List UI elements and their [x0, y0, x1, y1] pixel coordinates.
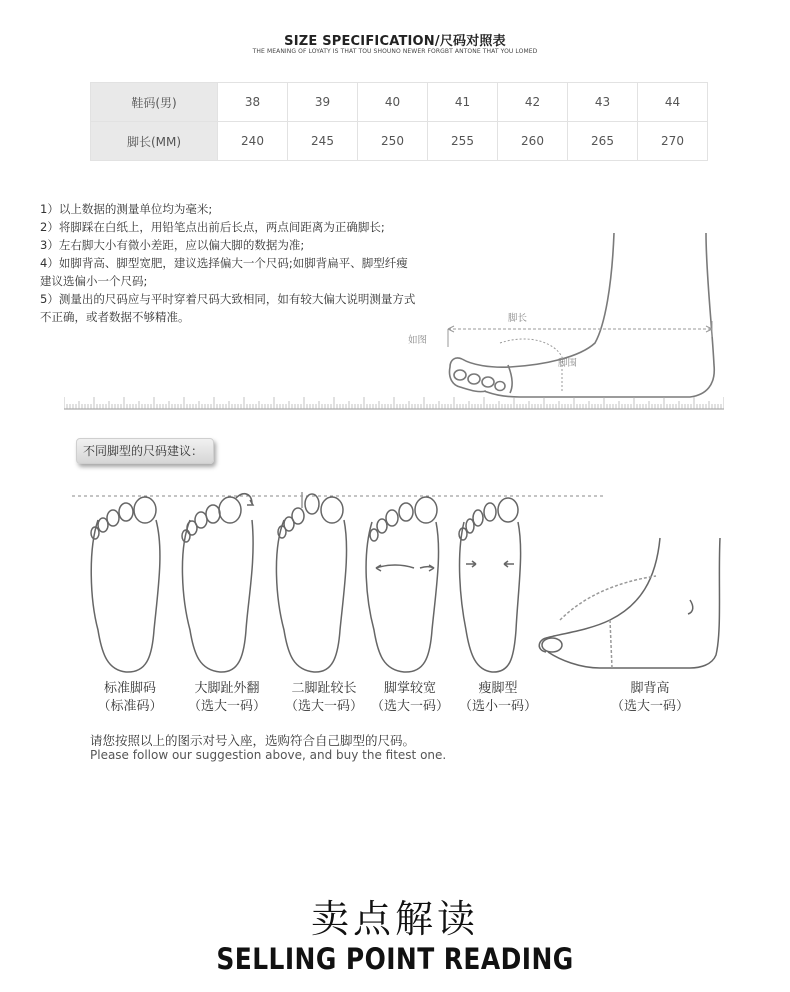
note-line: 不正确，或者数据不够精准。 [40, 310, 190, 324]
foot-type-bunion [178, 680, 276, 716]
table-cell: 41 [428, 83, 498, 122]
table-row [91, 122, 708, 161]
foot-type-advice: （选大一码） [284, 699, 363, 714]
foot-type-name: 二脚趾较长 [291, 681, 357, 696]
foot-type-advice: （选大一码） [187, 699, 266, 714]
foot-types-illustration [0, 480, 790, 680]
row-label-shoe-size: 鞋码(男) [91, 83, 218, 122]
table-cell: 39 [288, 83, 358, 122]
foot-type-advice-tag: 不同脚型的尺码建议： [76, 438, 214, 464]
foot-type-name: 大脚趾外翻 [194, 681, 260, 696]
long-second-toe-foot-icon [276, 492, 346, 672]
foot-measure-diagram [400, 225, 730, 400]
wide-foot-icon [366, 497, 438, 672]
foot-circumference-label: 脚围 [558, 358, 578, 369]
foot-type-name: 脚背高 [630, 681, 670, 696]
foot-type-standard [85, 680, 175, 716]
table-cell: 250 [358, 122, 428, 161]
note-line: 1）以上数据的测量单位均为毫米; [40, 202, 213, 216]
foot-type-advice: （选大一码） [610, 699, 689, 714]
side-foot-illustration-icon [449, 233, 714, 397]
foot-type-advice: （选小一码） [458, 699, 537, 714]
note-line: 3）左右脚大小有微小差距，应以偏大脚的数据为准; [40, 238, 305, 252]
page-title: SIZE SPECIFICATION/尺码对照表 [284, 34, 506, 49]
foot-type-name: 标准脚码 [103, 681, 156, 696]
high-instep-foot-icon [539, 538, 720, 668]
foot-type-name: 瘦脚型 [478, 681, 518, 696]
example-label: 如图 [408, 335, 428, 346]
instruction-en: Please follow our suggestion above, and buy the fitest one. [90, 748, 447, 762]
length-label: 脚长 [508, 313, 528, 324]
foot-type-long-second-toe [278, 680, 370, 716]
size-table [90, 82, 708, 161]
foot-type-name: 脚掌较宽 [383, 681, 436, 696]
table-cell: 240 [218, 122, 288, 161]
foot-type-advice: （标准码） [97, 699, 163, 714]
standard-foot-icon [91, 497, 160, 672]
foot-type-wide [364, 680, 456, 716]
note-line: 4）如脚背高、脚型宽肥，建议选择偏大一个尺码;如脚背扁平、脚型纤瘦 [40, 256, 408, 270]
measuring-ruler [64, 396, 724, 410]
note-line: 5）测量出的尺码应与平时穿着尺码大致相同，如有较大偏大说明测量方式 [40, 292, 416, 306]
table-cell: 43 [568, 83, 638, 122]
table-cell: 245 [288, 122, 358, 161]
note-line: 建议选偏小一个尺码; [40, 274, 148, 288]
note-line: 2）将脚踩在白纸上，用铅笔点出前后长点，两点间距离为正确脚长; [40, 220, 385, 234]
table-cell: 38 [218, 83, 288, 122]
table-cell: 44 [638, 83, 708, 122]
table-cell: 42 [498, 83, 568, 122]
table-cell: 260 [498, 122, 568, 161]
table-row [91, 83, 708, 122]
foot-type-advice: （选大一码） [370, 699, 449, 714]
thin-foot-icon [459, 498, 521, 672]
table-cell: 255 [428, 122, 498, 161]
page-subtitle: THE MEANING OF LOYATY IS THAT TOU SHOUNO NEWER FORGBT ANTONE THAT YOU LOMED [252, 48, 538, 55]
length-indicator [448, 321, 712, 391]
instruction-cn: 请您按照以上的图示对号入座，选购符合自己脚型的尺码。 [90, 733, 416, 748]
selling-point-title-cn: 卖点解读 [310, 897, 479, 941]
selling-point-title-en: SELLING POINT READING [216, 942, 574, 976]
table-cell: 40 [358, 83, 428, 122]
row-label-foot-length: 脚长(MM) [91, 122, 218, 161]
table-cell: 270 [638, 122, 708, 161]
foot-type-high-instep [600, 680, 700, 716]
bunion-foot-icon [182, 494, 253, 672]
foot-type-thin [452, 680, 544, 716]
table-cell: 265 [568, 122, 638, 161]
